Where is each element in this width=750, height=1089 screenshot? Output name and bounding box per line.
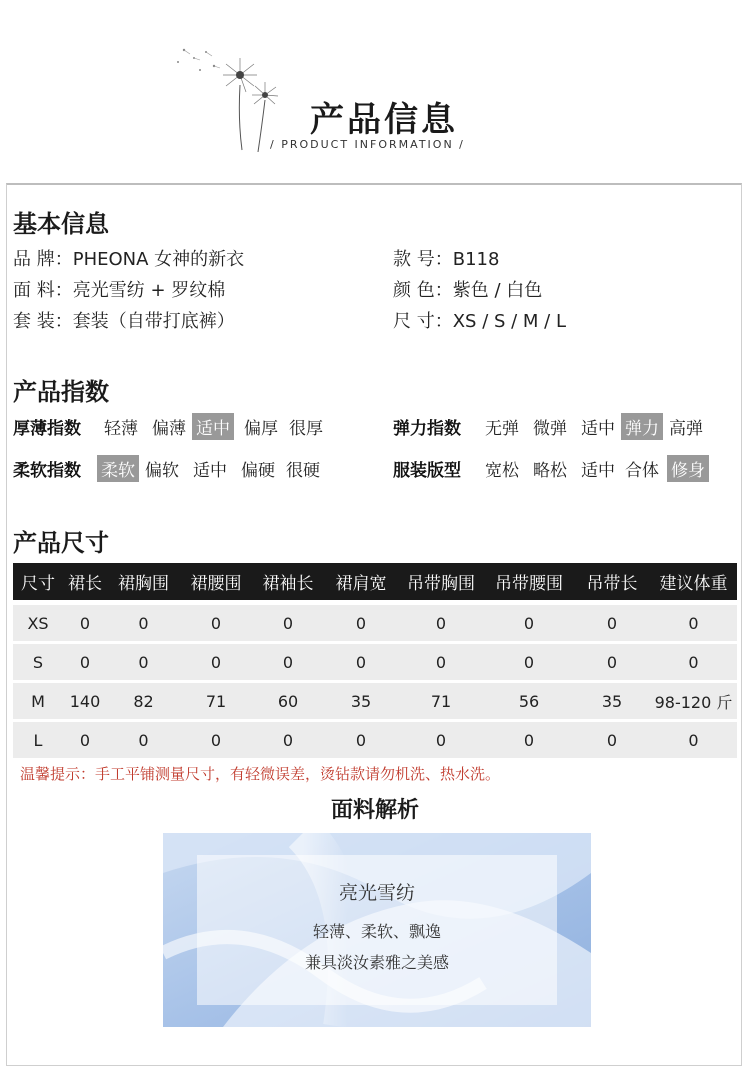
fit-index <box>393 455 709 482</box>
table-cell: 0 <box>355 652 367 672</box>
page-subtitle: / PRODUCT INFORMATION / <box>270 138 465 151</box>
table-cell: 0 <box>606 652 618 672</box>
table-cell: 0 <box>138 730 149 750</box>
table-cell: 0 <box>282 613 294 633</box>
size-table-header <box>13 563 737 600</box>
fabric-description-line-2: 兼具淡汝素雅之美感 <box>304 953 449 972</box>
table-cell: 0 <box>210 730 222 750</box>
table-cell: S <box>32 652 44 672</box>
thickness-index <box>13 413 327 440</box>
table-cell: 82 <box>133 691 154 711</box>
table-cell: 0 <box>606 730 618 750</box>
fit-label: 服装版型 <box>393 461 461 481</box>
header-cell: 裙袖长 <box>262 574 314 594</box>
table-cell: 0 <box>210 613 222 633</box>
header-cell: 建议体重 <box>659 574 728 594</box>
table-row <box>13 683 737 719</box>
style-number-info: 款 号：B118 <box>393 249 500 270</box>
softness-label: 柔软指数 <box>13 461 81 481</box>
header-cell: 吊带腰围 <box>495 574 563 594</box>
thickness-label: 厚薄指数 <box>13 419 81 439</box>
table-cell: 60 <box>277 691 299 711</box>
softness-option: 很硬 <box>286 461 320 481</box>
table-cell: 0 <box>688 652 699 672</box>
table-cell: 0 <box>282 652 294 672</box>
fit-option: 适中 <box>581 461 615 481</box>
thickness-option: 偏厚 <box>244 419 278 439</box>
table-cell: 0 <box>523 613 535 633</box>
header-cell: 裙腰围 <box>190 574 242 594</box>
table-cell: 0 <box>688 613 699 633</box>
brand-info: 品 牌：PHEONA 女神的新衣 <box>13 249 245 270</box>
elasticity-option-selected: 弹力 <box>621 413 663 440</box>
fit-option-selected: 修身 <box>667 455 709 482</box>
fabric-description-line-1: 轻薄、柔软、飘逸 <box>312 922 441 941</box>
table-cell: 35 <box>601 691 623 711</box>
thickness-option: 很厚 <box>289 419 323 439</box>
table-cell: 56 <box>518 691 540 711</box>
table-cell: 0 <box>435 652 447 672</box>
elasticity-option: 无弹 <box>485 419 519 439</box>
header-cell: 裙肩宽 <box>335 574 387 594</box>
table-cell: 140 <box>69 691 101 711</box>
basic-info-title: 基本信息 <box>13 210 109 238</box>
table-cell: 0 <box>688 730 699 750</box>
fit-option: 合体 <box>625 461 659 481</box>
set-info: 套 装：套装（自带打底裤） <box>13 311 235 332</box>
header-cell: 尺寸 <box>21 574 55 594</box>
table-cell: 71 <box>205 691 227 711</box>
thickness-option-selected: 适中 <box>192 413 234 440</box>
softness-option: 偏硬 <box>241 461 275 481</box>
table-cell: 0 <box>282 730 294 750</box>
elasticity-index <box>393 413 707 440</box>
elasticity-option: 微弹 <box>533 419 567 439</box>
elasticity-option: 高弹 <box>669 419 703 439</box>
table-cell: XS <box>27 613 49 633</box>
table-row <box>13 605 737 641</box>
table-cell: M <box>31 691 45 711</box>
table-row <box>13 644 737 680</box>
fit-option: 略松 <box>533 461 567 481</box>
table-cell: L <box>33 730 43 750</box>
softness-option: 偏软 <box>145 461 179 481</box>
table-cell: 0 <box>79 652 91 672</box>
fabric-analysis-title: 面料解析 <box>330 798 419 823</box>
warm-tip: 温馨提示：手工平铺测量尺寸，有轻微误差，烫钻款请勿机洗、热水洗。 <box>20 765 501 783</box>
table-cell: 0 <box>435 613 447 633</box>
thickness-option: 偏薄 <box>152 419 186 439</box>
table-cell: 35 <box>350 691 372 711</box>
table-cell: 0 <box>523 652 535 672</box>
header-cell: 吊带胸围 <box>407 574 475 594</box>
header-cell: 吊带长 <box>586 574 638 594</box>
table-cell: 98-120 斤 <box>654 692 733 712</box>
header-cell: 裙胸围 <box>118 574 169 594</box>
elasticity-label: 弹力指数 <box>393 419 461 439</box>
table-cell: 0 <box>79 613 91 633</box>
elasticity-option: 适中 <box>581 419 615 439</box>
dandelion-illustration <box>170 40 290 152</box>
table-cell: 0 <box>355 613 367 633</box>
table-cell: 0 <box>138 613 149 633</box>
table-cell: 71 <box>430 691 452 711</box>
product-index-title: 产品指数 <box>13 378 109 406</box>
size-table <box>13 563 737 761</box>
softness-option-selected: 柔软 <box>97 455 139 482</box>
table-cell: 0 <box>435 730 447 750</box>
material-info: 面 料：亮光雪纺 + 罗纹棉 <box>13 280 226 301</box>
table-cell: 0 <box>355 730 367 750</box>
table-cell: 0 <box>523 730 535 750</box>
softness-option: 适中 <box>193 461 227 481</box>
header-cell: 裙长 <box>68 574 102 594</box>
table-cell: 0 <box>606 613 618 633</box>
fit-option: 宽松 <box>485 461 519 481</box>
fabric-name: 亮光雪纺 <box>338 882 415 904</box>
color-info: 颜 色：紫色 / 白色 <box>393 280 543 301</box>
table-cell: 0 <box>210 652 222 672</box>
table-cell: 0 <box>79 730 91 750</box>
product-size-title: 产品尺寸 <box>13 529 109 557</box>
thickness-option: 轻薄 <box>104 419 138 439</box>
softness-index <box>13 455 324 482</box>
table-cell: 0 <box>138 652 149 672</box>
page-title: 产品信息 <box>310 100 458 140</box>
size-info: 尺 寸：XS / S / M / L <box>393 311 566 332</box>
table-row <box>13 722 737 758</box>
